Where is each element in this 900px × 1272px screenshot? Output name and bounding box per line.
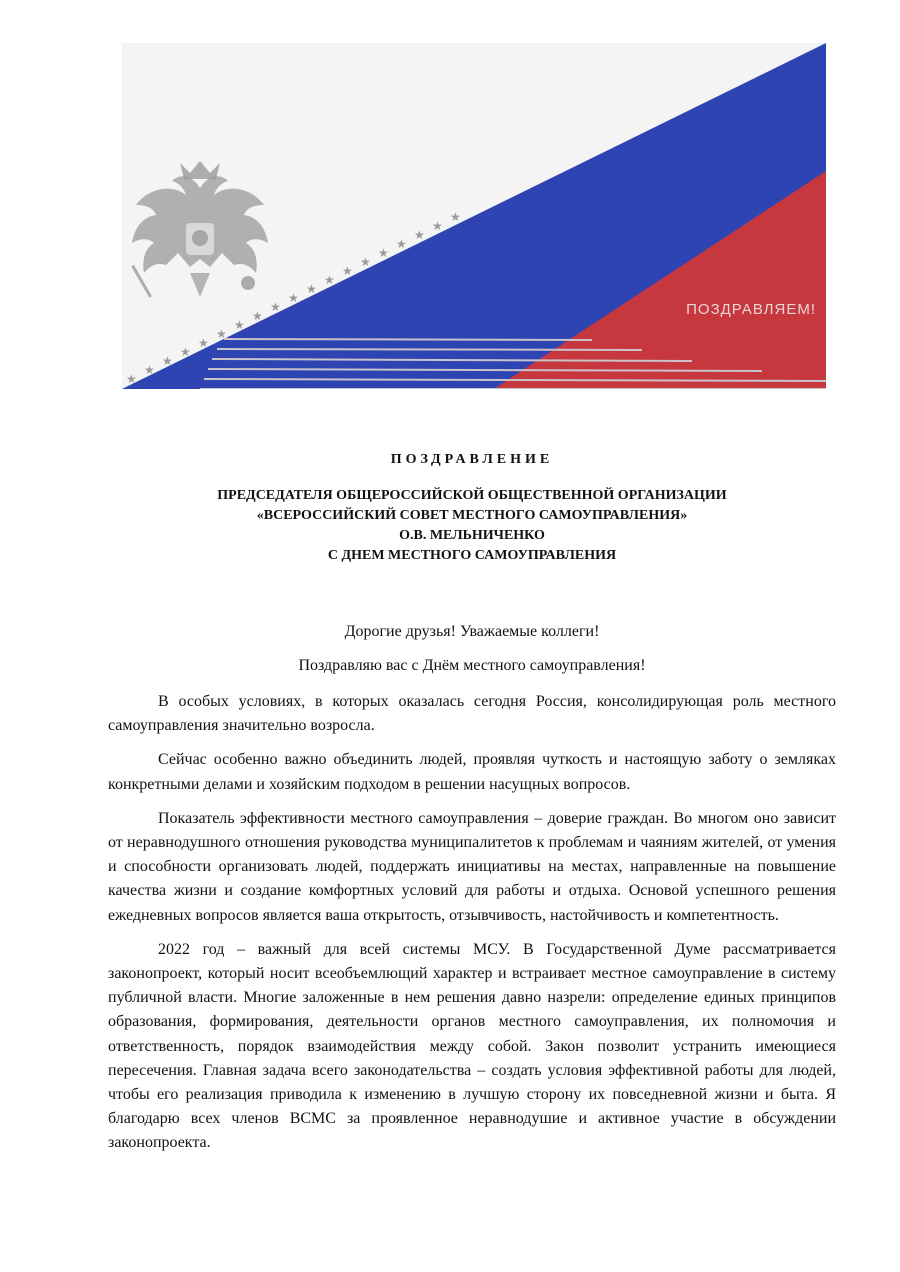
svg-text:★: ★	[324, 273, 335, 287]
svg-text:★: ★	[306, 282, 317, 296]
svg-text:★: ★	[126, 372, 137, 386]
svg-text:★: ★	[288, 291, 299, 305]
paragraph: Сейчас особенно важно объединить людей, проявляя чуткость и настоящую заботу о земляках конкретными делами и хозяйским подходом в решении насущных вопросов.	[108, 751, 836, 793]
subtitle-line: «ВСЕРОССИЙСКИЙ СОВЕТ МЕСТНОГО САМОУПРАВЛЕНИЯ»	[256, 508, 688, 523]
subtitle-line: ПРЕДСЕДАТЕЛЯ ОБЩЕРОССИЙСКОЙ ОБЩЕСТВЕННОЙ ОРГАНИЗАЦИИ	[217, 488, 727, 503]
svg-text:★: ★	[144, 363, 155, 377]
flag-graphic	[122, 43, 826, 389]
svg-text:★: ★	[270, 300, 281, 314]
svg-text:★: ★	[396, 237, 407, 251]
svg-text:★: ★	[360, 255, 371, 269]
svg-text:★: ★	[180, 345, 191, 359]
svg-text:★: ★	[342, 264, 353, 278]
svg-text:★: ★	[252, 309, 263, 323]
salutation: Дорогие друзья! Уважаемые коллеги!	[344, 623, 600, 640]
svg-text:★: ★	[234, 318, 245, 332]
svg-text:★: ★	[432, 219, 443, 233]
svg-text:★: ★	[198, 336, 209, 350]
svg-text:★: ★	[450, 210, 461, 224]
banner-caption: ПОЗДРАВЛЯЕМ!	[686, 301, 816, 318]
svg-text:★: ★	[162, 354, 173, 368]
svg-text:★: ★	[216, 327, 227, 341]
paragraph: В особых условиях, в которых оказалась сегодня Россия, консолидирующая роль местного самоуправления значительно возросла.	[108, 693, 836, 735]
document-body	[108, 452, 836, 1156]
document-title: ПОЗДРАВЛЕНИЕ	[390, 452, 554, 467]
paragraph: Показатель эффективности местного самоуправления – доверие граждан. Во многом оно зависит от неравнодушного отношения руководства муниципалитетов к проблемам и чаяниям жителей, от умения и способности организовать людей, поддержать инициативы на местах, направленные на повышение качества жизни и создание комфортных условий для работы и отдыха. Основой успешного решения ежедневных вопросов является ваша открытость, отзывчивость, настойчивость и компетентность.	[108, 809, 836, 924]
flag-banner	[122, 43, 826, 389]
paragraph: 2022 год – важный для всей системы МСУ. В Государственной Думе рассматривается законопроект, который носит всеобъемлющий характер и встраивает местное самоуправление в систему публичной власти. Многие заложенные в нем решения давно назрели: определение единых принципов образования, формирования, деятельности органов местного самоуправления, их полномочия и ответственность, порядок взаимодействия между собой. Закон позволит устранить имеющиеся пересечения. Главная задача всего законодательства – создать условия эффективной работы для людей, чтобы его реализация приводила к изменению в лучшую сторону их повседневной жизни и быта. Я благодарю всех членов ВСМС за проявленное неравнодушие и активное участие в обсуждении законопроекта.	[108, 940, 836, 1152]
subtitle-line: С ДНЕМ МЕСТНОГО САМОУПРАВЛЕНИЯ	[327, 548, 617, 563]
greeting: Поздравляю вас с Днём местного самоуправления!	[298, 657, 646, 674]
subtitle-line: О.В. МЕЛЬНИЧЕНКО	[399, 528, 545, 543]
document-subtitle	[108, 486, 836, 566]
svg-text:★: ★	[378, 246, 389, 260]
svg-text:★: ★	[414, 228, 425, 242]
